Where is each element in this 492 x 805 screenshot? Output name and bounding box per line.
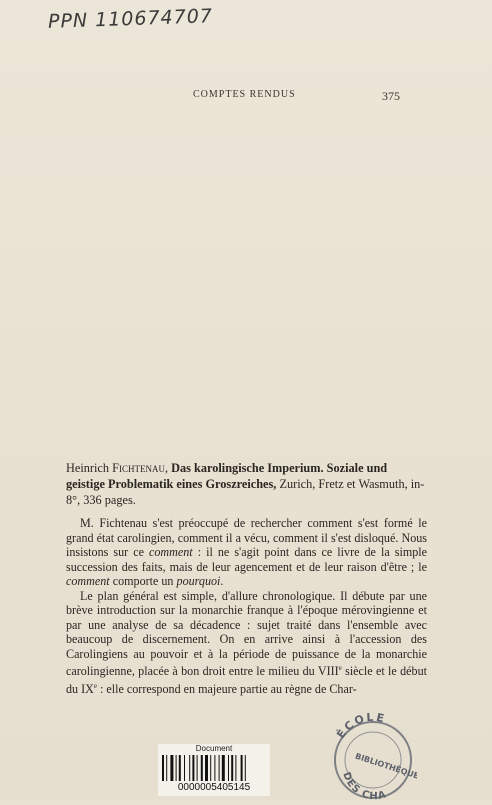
page-number: 375 bbox=[382, 89, 400, 103]
p1-emphasis-1: comment bbox=[149, 545, 193, 559]
paragraph-1 bbox=[66, 516, 427, 589]
author-last-name: Fichtenau, bbox=[112, 461, 169, 475]
p2-superscript-1: e bbox=[338, 664, 342, 672]
barcode-number: 0000005405145 bbox=[177, 782, 251, 793]
barcode-bars bbox=[162, 755, 266, 781]
p1-emphasis-2: comment bbox=[66, 574, 110, 588]
library-stamp bbox=[325, 708, 417, 800]
stamp-graphic bbox=[325, 708, 417, 800]
p2-text-1: Le plan général est simple, d'allure chronologique. Il débute par une brève introduction sur la monarchie franque à l'époque mérovingienne et par une analyse de sa décadence : sujet traité dans l'ensemble avec beaucoup de discernement. On en arrive ainsi à l'accession des Carolingiens au pouvoir et à la période de puissance de la monarchie carolingienne, placée à bon droit entre le milieu du VIII bbox=[66, 588, 427, 679]
bibliographic-reference bbox=[66, 460, 426, 508]
p1-text-3: comporte un bbox=[109, 574, 177, 588]
paragraph-2 bbox=[66, 589, 427, 697]
publication-info: Zurich, Fretz et Wasmuth, in-8°, 336 pages. bbox=[66, 477, 425, 507]
book-title: Das karolingische Imperium. Soziale und geistige Problematik eines Groszreiches, bbox=[66, 461, 388, 491]
author-first-name: Heinrich bbox=[66, 461, 110, 475]
review-body bbox=[66, 516, 427, 696]
p1-emphasis-3: pourquoi bbox=[176, 574, 221, 588]
document-barcode bbox=[158, 744, 270, 796]
p1-text-4: . bbox=[220, 574, 224, 588]
p2-superscript-2: e bbox=[93, 681, 97, 690]
barcode-label: Document bbox=[195, 744, 233, 753]
running-head: COMPTES RENDUS bbox=[193, 89, 296, 100]
stamp-bottom-text: DES CHA bbox=[340, 770, 388, 800]
stamp-middle-text: BIBLIOTHÈQUE bbox=[354, 751, 417, 781]
stamp-top-text: ÉCOLE bbox=[334, 710, 388, 741]
handwritten-ppn: PPN 110674707 bbox=[47, 5, 214, 33]
p1-text-1: M. Fichtenau s'est préoccupé de rechercher comment s'est formé le grand état carolingien, comment il a vécu, comment il s'est disloqué. Nous insistons sur ce bbox=[66, 516, 427, 559]
p2-text-2: siècle et le début du IX bbox=[66, 664, 427, 696]
p2-text-3: : elle correspond en majeure partie au règne de Char- bbox=[97, 681, 357, 696]
p1-text-2: : il ne s'agit point dans ce livre de la simple succession des faits, mais de leur agencement et de leur raison d'être ; le bbox=[66, 545, 427, 574]
